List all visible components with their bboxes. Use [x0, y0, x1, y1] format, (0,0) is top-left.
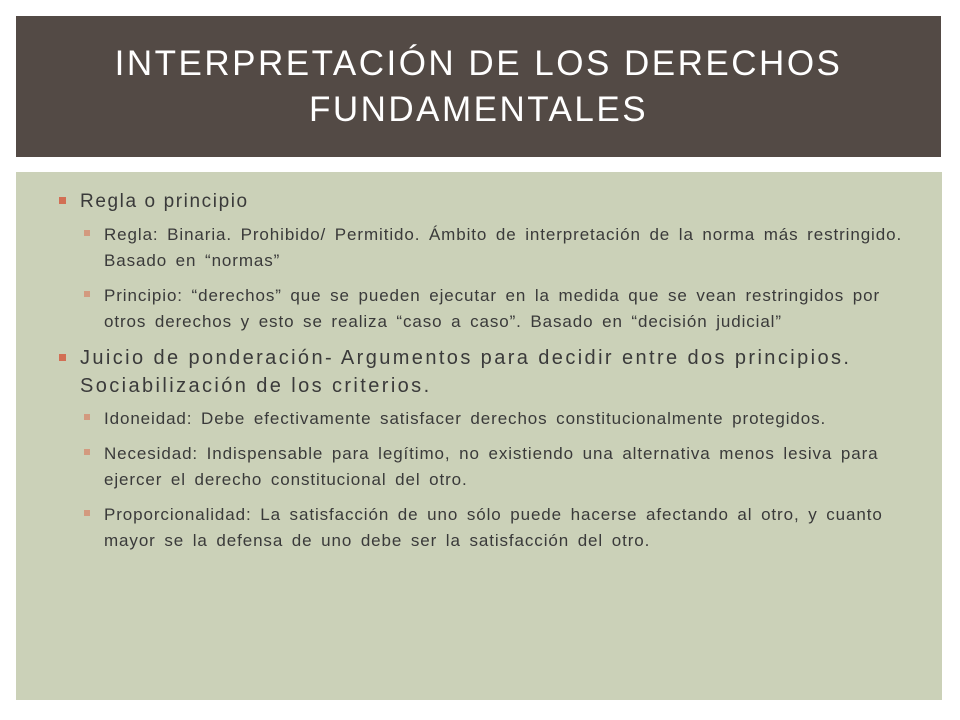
slide-title: INTERPRETACIÓN DE LOS DERECHOS FUNDAMENTALES: [114, 43, 843, 129]
sub-bullet-item-proporcionalidad: [80, 502, 912, 554]
bullet-text: Regla o principio: [80, 191, 249, 212]
square-bullet-icon: [84, 230, 90, 236]
sub-bullet-list: [80, 406, 912, 554]
sub-bullet-text: Idoneidad: Debe efectivamente satisfacer derechos constitucionalmente protegidos.: [104, 409, 827, 428]
sub-bullet-list: [80, 222, 912, 335]
content-box: [16, 172, 942, 700]
bullet-item-regla-o-principio: [56, 188, 912, 335]
square-bullet-icon: [84, 510, 90, 516]
square-bullet-icon: [84, 414, 90, 420]
sub-bullet-item-principio: [80, 283, 912, 335]
sub-bullet-text: Necesidad: Indispensable para legítimo, no existiendo una alternativa menos lesiva para ejercer el derecho constitucional del otro.: [104, 444, 879, 489]
bullet-item-juicio-de-ponderacion: [56, 344, 912, 554]
square-bullet-icon: [59, 354, 66, 361]
sub-bullet-text: Regla: Binaria. Prohibido/ Permitido. Ámbito de interpretación de la norma más restringido. Basado en “normas”: [104, 225, 903, 270]
sub-bullet-item-regla: [80, 222, 912, 274]
sub-bullet-item-necesidad: [80, 441, 912, 493]
square-bullet-icon: [84, 291, 90, 297]
title-bar: [16, 16, 941, 157]
sub-bullet-item-idoneidad: [80, 406, 912, 432]
bullet-text: Juicio de ponderación- Argumentos para decidir entre dos principios. Sociabilización de los criterios.: [80, 347, 852, 397]
square-bullet-icon: [59, 197, 66, 204]
sub-bullet-text: Proporcionalidad: La satisfacción de uno sólo puede hacerse afectando al otro, y cuanto mayor se la defensa de uno debe ser la satisfacción del otro.: [104, 505, 883, 550]
sub-bullet-text: Principio: “derechos” que se pueden ejecutar en la medida que se vean restringidos por otros derechos y esto se realiza “caso a caso”. Basado en “decisión judicial”: [104, 286, 881, 331]
square-bullet-icon: [84, 449, 90, 455]
bullet-list: [56, 188, 912, 554]
